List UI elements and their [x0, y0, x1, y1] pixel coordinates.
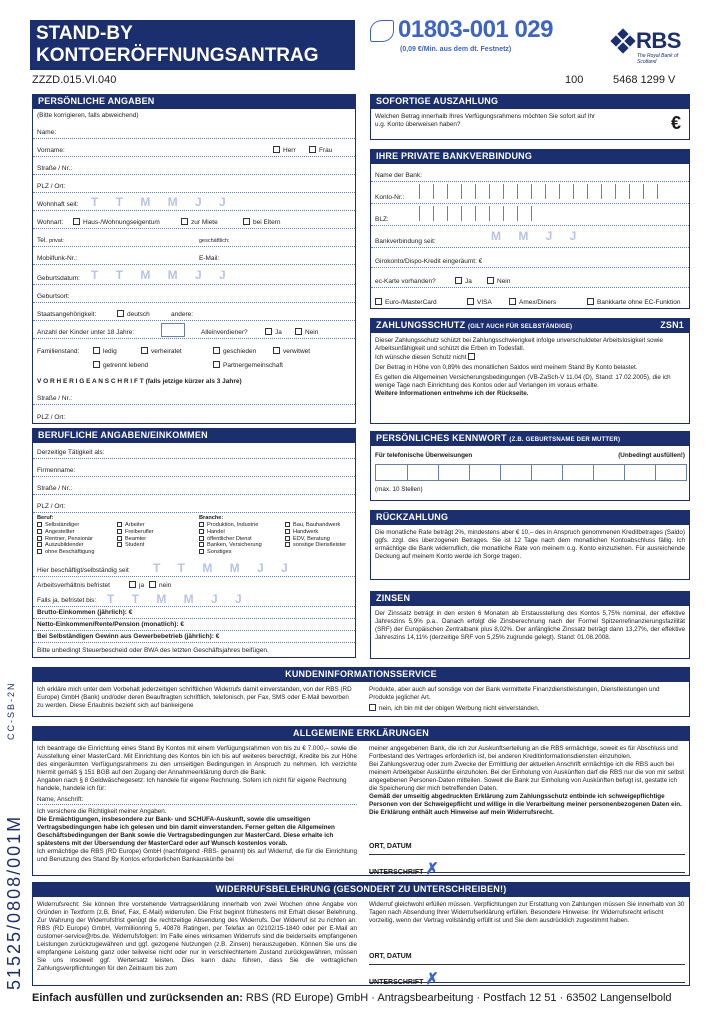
kontonr-cells[interactable] [419, 184, 671, 199]
netto-field[interactable]: Netto-Einkommen/Rente/Pension (monatlich): € [33, 619, 355, 631]
widerruf-section: Widerrufsrecht: Sie können Ihre vorstehende Vertragserklärung innerhalb von zwei Wochen ohne Angabe von Gründen in Textform (z.B. Brief, Fax, E-Mail) widerrufen. Die Frist beginnt frühestens mit Erhalt dieser Belehrung. Zur Wahrung der Widerrufsfrist genügt die rechtzeitige Absendung des Widerrufs. Der Widerruf ist zu richten an: RBS (RD Europe) GmbH, Vermillionring 5, 40878 Ratingen, per Telefax an 02102/15-1840 oder per E-Mail an customer-service@rbs.de. Widerrufsfolgen: Im Falle eines wirksamen Widerrufs sind die beiderseits empfangenen Leistungen zurückzugewähren und ggf. gezogene Nutzungen (z.B. Zinsen) herauszugeben. Können Sie uns die empfangene Leistung ganz oder teilweise nicht oder nur in verschlechtertem Zustand zurückgewähren, müssen Sie uns insoweit ggf. Wertersatz leisten. Dies kann dazu führen, dass Sie die vertraglichen Zahlungsverpflichtungen für den Zeitraum bis zum Widerruf gleichwohl erfüllen müssen. Verpflichtungen zur Erstattung von Zahlungen müssen Sie innerhalb von 30 Tagen nach Absendung Ihrer Widerrufserklärung erfüllen. Besondere Hinweise: Ihr Widerrufsrecht erlischt vorzeitig, wenn der Vertrag vollständig erfüllt ist und Sie dem ausdrücklich zugestimmt haben. ORT, DATUM UNTERSCHRIFT ✗ [32, 896, 690, 986]
side-code-bottom: 51525/0808/001M [4, 814, 24, 990]
bank-heading: IHRE PRIVATE BANKVERBINDUNG [370, 149, 690, 163]
beruf.beruf_col2-option[interactable]: Beamter [117, 536, 195, 543]
familienstand-row2 [33, 357, 355, 371]
brutto-field[interactable]: Brutto-Einkommen (jährlich): € [33, 607, 355, 619]
deutsch-checkbox[interactable]: deutsch [117, 310, 150, 318]
widerruf-unterschrift-field[interactable]: UNTERSCHRIFT ✗ [369, 969, 685, 983]
beruf-plz-field[interactable]: PLZ / Ort: [33, 495, 355, 513]
getrennt-checkbox[interactable]: getrennt lebend [93, 361, 148, 369]
partner-checkbox[interactable]: Partnergemeinschaft [213, 361, 283, 369]
card-visa[interactable]: VISA [467, 298, 492, 306]
phone-icon [370, 20, 394, 42]
beruf.branche_col1-option[interactable]: öffentlicher Dienst [199, 536, 285, 543]
phone-block [368, 14, 583, 68]
anschrift-field[interactable]: Name, Anschrift: [37, 796, 357, 805]
beruf.beruf_col1-option[interactable]: Auszubildender [37, 542, 115, 549]
zahlungsschutz-section: Dieser Zahlungsschutz schützt bei Zahlungsschwierigkeit infolge unverschuldeter Arbeitslosigkeit sowie Arbeitsunfähigkeit und schützt die Erben im Todesfall. Ich wünsche diesen Schutz nicht Der Betrag in Höhe von 0,89% des monatlichen Saldos wird meinem Stand By Konto belastet. Es gelten die Allgemeinen Versicherungsbedingungen (VB-ZaSch-V 11.04 (D), Stand: 17.02.2005), die ich wenige Tage nach Einrichtung des Kontos oder auf Verlangen im voraus erhalte. Weitere Informationen entnehme ich der Rückseite. [370, 332, 690, 424]
sofort-section[interactable]: Welchen Betrag innerhalb Ihres Verfügungsrahmens möchten Sie sofort auf Ihr u.g. Konto überweisen haben? € [370, 108, 690, 140]
card-bankkarte[interactable]: Bankkarte ohne EC-Funktion [587, 298, 680, 306]
kunden-heading: KUNDENINFORMATIONSSERVICE [32, 667, 690, 681]
bankname-field[interactable]: Name der Bank: [371, 164, 689, 182]
ec-nein[interactable]: Nein [487, 277, 510, 285]
prev-strasse-field[interactable]: Straße / Nr.: [33, 387, 355, 405]
befristet-nein[interactable]: nein [149, 581, 171, 589]
dispo-field[interactable]: Girokonto/Dispo-Kredit eingeräumt: € [371, 248, 689, 268]
wohnart-eigentum[interactable]: Haus-/Wohnungseigentum [73, 218, 160, 226]
beruf-strasse-field[interactable]: Straße / Nr.: [33, 477, 355, 495]
name-field[interactable]: Name: [33, 121, 355, 139]
rbs-logo-icon [612, 30, 634, 52]
beruf.branche_col2-option[interactable]: sonstige Dienstleister [285, 542, 365, 549]
branche-options: Branche: Produktion, Industrie Handel öffentlicher Dienst Banken, Versicherung Sonstiges Bau, Bauhandwerk Handwerk EDV, Beratung sonstige Dienstleister [199, 515, 223, 522]
beruf.branche_col2-option[interactable]: Handwerk [285, 529, 365, 536]
rbs-logo: RBS The Royal Bank of Scotland [612, 28, 698, 64]
beruf-heading: BERUFLICHE ANGABEN/EINKOMMEN [32, 428, 356, 442]
staatsang-field[interactable]: Staatsangehörigkeit: deutsch andere: [33, 303, 355, 321]
bank-code-a: 100 [565, 74, 584, 86]
beruf-options: Beruf: Selbständiger Angestellter Rentner, Pensionär Auszubildender ohne Beschäftigung Arbeiter Freiberufler Beamter Student [37, 515, 53, 522]
taetigkeit-field[interactable]: Derzeitige Tätigkeit als: [33, 443, 355, 459]
beruf.branche_col1-option[interactable]: Produktion, Industrie [199, 522, 285, 529]
card-mastercard[interactable]: Euro-/MasterCard [375, 298, 437, 306]
zahlungsschutz-heading: ZAHLUNGSSCHUTZ (GILT AUCH FÜR SELBSTÄNDIGE) ZSN1 [370, 318, 690, 332]
allein-ja[interactable]: Ja [265, 328, 282, 336]
personal-section: (Bitte korrigieren, falls abweichend) Name: Vorname: Herr Frau Straße / Nr.: PLZ / Ort: Wohnhaft seit: T T M M J J Wohnart: Haus-/Wohnungseigentum zur Miete bei Eltern Tel. privat: geschäftlich: Mobilfunk-Nr.: E-Mail: Geburtsdatum: T T M M J J Geburtsort: Staatsangehörigkeit: deutsch andere: Anzahl der Kinder unter 18 Jahre: Alleinverdiener? Ja Nein Familienstand: ledig verheiratet geschieden verwitwet getrennt lebend Partnergemeinschaft V O R H E R I G E A N S C H R I F T (falls jetzige kürzer als 3 Jahre) Straße / Nr.: PLZ / Ort: [32, 108, 356, 424]
sign-here-icon: ✗ [425, 861, 439, 878]
vorherige-anschrift-label: V O R H E R I G E A N S C H R I F T (falls jetzige kürzer als 3 Jahre) [37, 378, 242, 385]
euro-symbol: € [670, 113, 681, 133]
strasse-field[interactable]: Straße / Nr.: [33, 157, 355, 175]
geburtsdatum-field[interactable]: Geburtsdatum: T T M M J J [33, 265, 355, 285]
herr-checkbox[interactable]: Herr [273, 146, 296, 154]
befristet-ja[interactable]: ja [129, 581, 144, 589]
kennwort-cells[interactable] [375, 464, 687, 481]
agb-heading: ALLGEMEINE ERKLÄRUNGEN [32, 726, 690, 740]
befristet-row: Arbeitsverhältnis befristet ja nein [37, 582, 172, 589]
verheiratet-checkbox[interactable]: verheiratet [141, 347, 182, 355]
rueck-heading: RÜCKZAHLUNG [370, 510, 690, 524]
widerruf-ort-datum-field[interactable]: ORT, DATUM [369, 953, 685, 965]
kennwort-section: Für telefonische Überweisungen (Unbedingt ausfüllen!) (max. 10 Stellen) [370, 445, 690, 501]
rueck-section: Die monatliche Rate beträgt 2%, mindestens aber € 10,– des in Anspruch genommenen Kreditbetrages (Saldo) ggfs. zzgl. des überzogenen Betrages. Sie ist 12 Tage nach dem monatlichen Kontoabschluss fällig. Ich ermächtige die Bank widerruflich, die monatliche Rate von meinem o.g. Konto einzuziehen. Für ausreichende Deckung auf meinem Konto werde ich Sorge tragen. [370, 524, 690, 580]
cards-row [371, 288, 689, 308]
familienstand-row1: Familienstand: ledig verheiratet geschieden verwitwet [37, 348, 311, 355]
phone-note: (0,09 €/Min. aus dem dt. Festnetz) [400, 46, 512, 53]
wohnart-field[interactable]: Wohnart: Haus-/Wohnungseigentum zur Miete bei Eltern [33, 211, 355, 229]
side-code-top: CC-SB-2N [6, 681, 16, 740]
frau-checkbox[interactable]: Frau [309, 146, 332, 154]
ec-ja[interactable]: Ja [455, 277, 472, 285]
kennwort-heading: PERSÖNLICHES KENNWORT (Z.B. GEBURTSNAME DER MUTTER) [370, 431, 690, 445]
bankseit-field[interactable]: Bankverbindung seit: M M J J [371, 226, 689, 248]
beschaeftigt-seit-field[interactable]: Hier beschäftigt/selbständig seit T T M M J J [33, 559, 355, 577]
blz-field[interactable]: BLZ: [371, 204, 689, 226]
firma-field[interactable]: Firmenname: [33, 459, 355, 477]
zinsen-heading: ZINSEN [370, 591, 690, 605]
zinsen-section: Der Zinssatz beträgt in den ersten 6 Monaten ab Erstausstellung des Kontos 5,75% nominal, der effektive Jahreszins 5,9% p.a.. Danach erfolgt die Zinsberechnung nach der Formel Spitzenrefinanzierungsfazilität (SRF) der Europäischen Zentralbank plus 8,02%. Der anfängliche Zinssatz beträgt dann 13,27%, der effektive Jahreszins 14,11% (derzeitige SRF von 5,25% zugrunde gelegt). Stand: 01.08.2008. [370, 605, 690, 659]
verwitwet-checkbox[interactable]: verwitwet [273, 347, 310, 355]
werbung-nein-checkbox[interactable]: nein, ich bin mit der obigen Werbung nicht einverstanden. [369, 704, 540, 713]
wohnart-miete[interactable]: zur Miete [181, 218, 218, 226]
beruf.branche_col1-option[interactable]: Banken, Versicherung [199, 542, 285, 549]
prev-plz-field[interactable]: PLZ / Ort: [37, 414, 66, 421]
sofort-heading: SOFORTIGE AUSZAHLUNG [370, 94, 690, 108]
beruf.beruf_col1-option[interactable]: Angestellter [37, 529, 115, 536]
blz-cells[interactable] [419, 206, 545, 221]
kinder-field[interactable]: Anzahl der Kinder unter 18 Jahre: Alleinverdiener? Ja Nein [33, 321, 355, 339]
beruf.beruf_col1-option[interactable]: ohne Beschäftigung [37, 549, 115, 556]
ec-karte-row: ec-Karte vorhanden? Ja Nein [371, 268, 689, 288]
agb-ort-datum-field[interactable]: ORT, DATUM [369, 843, 685, 855]
beruf.beruf_col1-option[interactable]: Selbständiger [37, 522, 115, 529]
bank-code-b: 5468 1299 V [613, 74, 676, 86]
gewinn-field[interactable]: Bei Selbständigen Gewinn aus Gewerbebetrieb (jährlich): € [33, 631, 355, 643]
footer-address: Einfach ausfüllen und zurücksenden an: RBS (RD Europe) GmbH · Antragsbearbeitung · Postfach 12 51 · 63502 Langenselbold [32, 992, 672, 1004]
beruf.branche_col1-option[interactable]: Sonstiges [199, 549, 285, 556]
card-amex[interactable]: Amex/Diners [509, 298, 556, 306]
form-code: ZZZD.015.VI.040 [32, 74, 117, 86]
wohnart-eltern[interactable]: bei Eltern [243, 218, 280, 226]
beruf.branche_col2-option[interactable]: EDV, Beratung [285, 536, 365, 543]
geschieden-checkbox[interactable]: geschieden [213, 347, 256, 355]
beruf.branche_col2-option[interactable]: Bau, Bauhandwerk [285, 522, 365, 529]
widerruf-heading: WIDERRUFSBELEHRUNG (GESONDERT ZU UNTERSCHREIBEN!) [32, 882, 690, 896]
kunden-section: Ich erkläre mich unter dem Vorbehalt jederzeitigen schriftlichen Widerrufs damit einverstanden, von der RBS (RD Europe) GmbH (Bank) und/oder deren Beauftragten schriftlich, telefonisch, per Fax, SMS oder E-Mail beworben zu werden. Diese Erlaubnis bezieht sich auf bankeigene Produkte, aber auch auf sonstige von der Bank vermittelte Finanzdienstleistungen, Dienstleistungen und Produkte jeglicher Art. nein, ich bin mit der obigen Werbung nicht einverstanden. [32, 681, 690, 717]
beruf.beruf_col2-option[interactable]: Freiberufler [117, 529, 195, 536]
beruf.beruf_col1-option[interactable]: Rentner, Pensionär [37, 536, 115, 543]
personal-heading: PERSÖNLICHE ANGABEN [32, 94, 356, 108]
befristet-bis-field[interactable]: Falls ja, befristet bis: T T M M J J [33, 591, 355, 607]
kontonr-field[interactable]: Konto-Nr.: [371, 182, 689, 204]
beruf-section [32, 442, 356, 658]
mobil-field[interactable]: Mobilfunk-Nr.: E-Mail: [33, 247, 355, 265]
beruf.branche_col1-option[interactable]: Handel [199, 529, 285, 536]
wohnhaft-field[interactable]: Wohnhaft seit: T T M M J J [33, 193, 355, 211]
vorname-field[interactable]: Vorname: Herr Frau [33, 139, 355, 157]
bank-section [370, 163, 690, 309]
geburtsort-field[interactable]: Geburtsort: [33, 285, 355, 303]
tel-field[interactable]: Tel. privat: geschäftlich: [33, 229, 355, 247]
plz-field[interactable]: PLZ / Ort: [33, 175, 355, 193]
allein-nein[interactable]: Nein [295, 328, 318, 336]
beruf.beruf_col2-option[interactable]: Student [117, 542, 195, 549]
sign-here-icon: ✗ [425, 971, 439, 988]
ledig-checkbox[interactable]: ledig [93, 347, 117, 355]
schutz-nicht-checkbox[interactable]: Ich wünsche diesen Schutz nicht [375, 353, 685, 362]
agb-unterschrift-field[interactable]: UNTERSCHRIFT ✗ [369, 859, 685, 873]
steuer-note: Bitte unbedingt Steuerbescheid oder BWA des letzten Geschäftsjahres beifügen. [37, 647, 269, 654]
beruf.beruf_col2-option[interactable]: Arbeiter [117, 522, 195, 529]
phone-number: 01803-001 029 [398, 16, 553, 43]
form-title: STAND-BY KONTOERÖFFNUNGSANTRAG [30, 20, 355, 70]
agb-section: Ich beantrage die Einrichtung eines Stand By Kontos mit einem Verfügungsrahmen von bis zu € 7.000,– sowie die Ausstellung einer MasterCard. Mit Einrichtung des Kontos bin ich bis auf weiteres berechtigt, Kredite bis zur Höhe des eingeräumten Verfügungsrahmens zu den umseitigen Bedingungen in Anspruch zu nehmen. Ich verzichte hiermit gemäß § 151 BGB auf den Zugang der Annahmeerklärung durch die Bank. Angaben nach § 8 Geldwäschegesetz: Ich handele für eigene Rechnung. Sofern ich nicht für eigene Rechnung handele, handele ich für: Name, Anschrift: Ich versichere die Richtigkeit meiner Angaben. Die Ermächtigungen, insbesondere zur Bank- und SCHUFA-Auskunft, sowie die umseitigen Vertragsbedingungen habe ich gelesen und bin damit einverstanden. Ferner gelten die Allgemeinen Geschäftsbedingungen der Bank sowie die Vertragsbedingungen zur MasterCard. Diese erhalte ich spätestens mit der Übersendung der MasterCard oder auf Wunsch kostenlos vorab. Ich ermächtige die RBS (RD Europe) GmbH (nachfolgend -RBS- genannt) bis auf Widerruf, die für die Einrichtung und Benutzung des Stand By Kontos erforderlichen Bankauskünfte bei meiner angegebenen Bank, die ich zur Auskunftserteilung an die RBS ermächtige, soweit es für Abschluss und Fortbestand des Vertrages erforderlich ist, bei anderen Kreditinformationsdiensten einzuholen. Bei Zahlungsverzug oder zum Zwecke der Ermittlung der aktuellen Anschrift ermächtige ich die RBS auch bei meinem Arbeitgeber Auskünfte einzuholen. Bei der Einholung von Auskünften darf die RBS nur die von mir selbst angegebenen Personen-Daten mitteilen. Soweit die Bank zur Einholung von Auskünften befugt ist, gestatte ich die Speicherung der mich betreffenden Daten. Gemäß der umseitig abgedruckten Erklärung zum Zahlungsschutz entbinde ich schweigepflichtige Personen von der Schweigepflicht und willige in die Verarbeitung meiner personenbezogenen Daten ein. Die Erklärung enthält auch Hinweise auf mein Widerrufsrecht. ORT, DATUM UNTERSCHRIFT ✗ [32, 740, 690, 876]
